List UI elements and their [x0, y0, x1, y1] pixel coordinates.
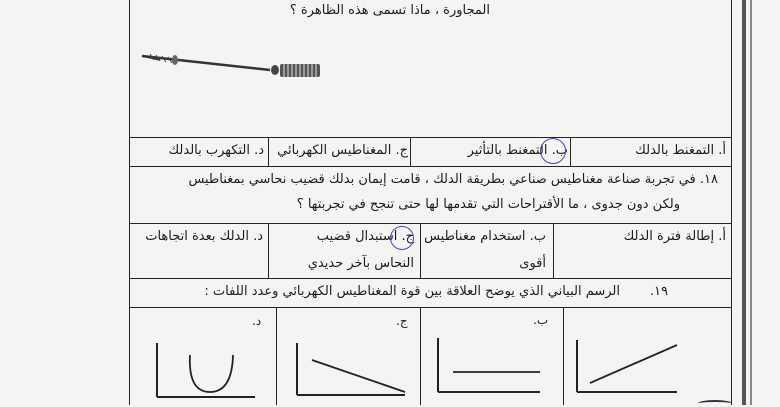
graph-c-axes[interactable] — [297, 343, 405, 395]
q17-option-c[interactable]: ج. المغناطيس الكهربائي — [277, 143, 408, 158]
bottom-right-page-corner — [698, 400, 732, 407]
q18-option-c-line1[interactable]: ج. استبدال قضيب — [316, 229, 414, 244]
graph-c-label[interactable]: ج. — [396, 314, 408, 328]
q18-question-line2: ولكن دون جدوى ، ما الأقتراحات التي تقدمها لها حتى تنجح في تجربتها ؟ — [296, 197, 680, 212]
question-tail-text: المجاورة ، ماذا تسمى هذه الظاهرة ؟ — [289, 3, 490, 18]
graph-d-label[interactable]: د. — [252, 314, 262, 328]
q18-option-b-line1[interactable]: ب. استخدام مغناطيس — [424, 229, 546, 244]
q18-option-a[interactable]: أ. إطالة فترة الدلك — [623, 229, 726, 244]
q18-option-c-line2[interactable]: النحاس بآخر حديدي — [307, 256, 414, 271]
q17-option-a[interactable]: أ. التمغنط بالدلك — [635, 143, 726, 158]
graph-a-axes[interactable] — [577, 340, 677, 392]
q18-option-d[interactable]: د. الدلك بعدة اتجاهات — [145, 229, 263, 244]
q17-option-d[interactable]: د. التكهرب بالدلك — [168, 143, 264, 158]
q18-question-line1: ١٨. في تجربة صناعة مغناطيس صناعي بطريقة الدلك ، قامت إيمان بدلك قضيب نحاسي بمغناطيس — [188, 172, 718, 187]
graph-d-axes[interactable] — [157, 343, 255, 397]
q19-question: الرسم البياني الذي يوضح العلاقة بين قوة المغناطيس الكهربائي وعدد اللفات : — [204, 284, 620, 299]
q17-option-b[interactable]: ب. التمغنط بالتأثير — [467, 143, 568, 158]
graph-b-axes[interactable] — [438, 338, 540, 392]
graph-b-label[interactable]: ب. — [533, 313, 549, 327]
q18-option-b-line2[interactable]: أقوى — [519, 256, 546, 271]
q19-number: ١٩. — [649, 284, 668, 299]
